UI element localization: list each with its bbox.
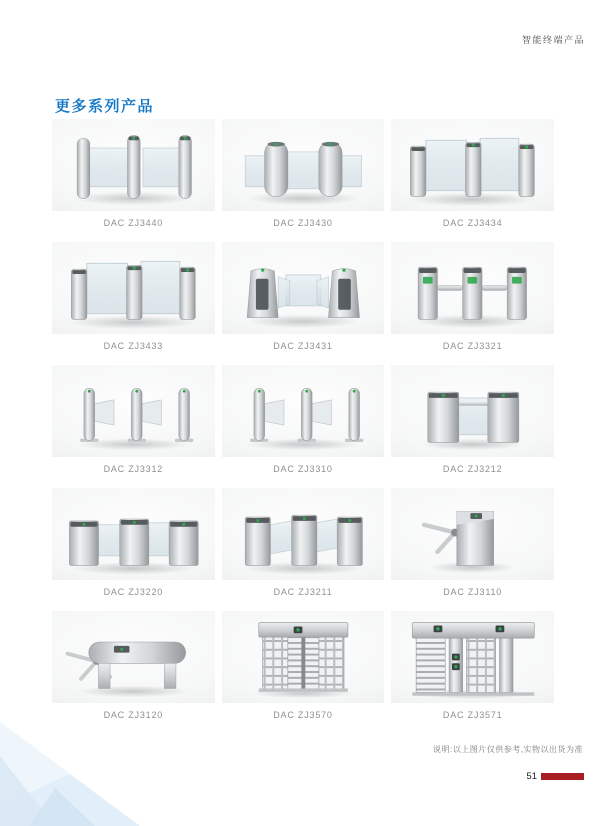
product-model-label: DAC ZJ3120 [103, 710, 164, 720]
page-number-block [526, 771, 584, 782]
product-image-tripod-bridge-turnstile [52, 611, 215, 703]
product-model-label: DAC ZJ3434 [442, 218, 503, 228]
disclaimer-note: 说明:以上图片仅供参考,实物以出货为准 [433, 745, 583, 754]
product-model-label: DAC ZJ3211 [273, 587, 333, 597]
product-model-label: DAC ZJ3312 [103, 464, 164, 474]
product-model-label: DAC ZJ3212 [442, 464, 503, 474]
page-title: 更多系列产品 [55, 98, 155, 116]
product-image-swing-box-gate [391, 365, 554, 457]
product-card-zj3120 [52, 611, 215, 720]
product-image-speedgate-slim [52, 119, 215, 211]
product-card-zj3212 [391, 365, 554, 474]
product-image-fullheight-turnstile-single [222, 611, 385, 703]
product-model-label: DAC ZJ3570 [273, 710, 333, 720]
product-image-swing-glass-box-gate [52, 488, 215, 580]
product-image-speedgate-round [222, 119, 385, 211]
product-image-flap-barrier [222, 242, 385, 334]
product-card-zj3434 [391, 119, 554, 228]
product-card-zj3312 [52, 365, 215, 474]
product-image-wing-post-gate [52, 365, 215, 457]
product-card-zj3571 [391, 611, 554, 720]
product-card-zj3321 [391, 242, 554, 351]
product-model-label: DAC ZJ3220 [103, 587, 164, 597]
product-card-zj3310 [222, 365, 385, 474]
product-card-zj3433 [52, 242, 215, 351]
product-image-flap-box-barrier [222, 488, 385, 580]
product-card-zj3211 [222, 488, 385, 597]
page-number-accent-bar [541, 773, 584, 780]
product-card-zj3110 [391, 488, 554, 597]
product-card-zj3430 [222, 119, 385, 228]
product-card-zj3570 [222, 611, 385, 720]
product-model-label: DAC ZJ3310 [273, 464, 333, 474]
product-image-tripod-turnstile [391, 488, 554, 580]
product-image-speedgate-wide-glass [52, 242, 215, 334]
product-image-drop-arm-barrier [391, 242, 554, 334]
product-image-fullheight-turnstile-double [391, 611, 554, 703]
page-number: 51 [526, 771, 537, 782]
product-image-speedgate-wide-glass [391, 119, 554, 211]
product-card-zj3431 [222, 242, 385, 351]
product-image-wing-post-gate [222, 365, 385, 457]
product-model-label: DAC ZJ3571 [442, 710, 503, 720]
product-card-zj3440 [52, 119, 215, 228]
product-model-label: DAC ZJ3433 [103, 341, 164, 351]
product-model-label: DAC ZJ3321 [442, 341, 503, 351]
product-card-zj3220 [52, 488, 215, 597]
product-grid [52, 119, 554, 720]
product-model-label: DAC ZJ3440 [103, 218, 164, 228]
product-model-label: DAC ZJ3430 [273, 218, 333, 228]
header-section-label: 智能终端产品 [521, 35, 585, 45]
product-model-label: DAC ZJ3110 [443, 587, 503, 597]
product-model-label: DAC ZJ3431 [273, 341, 333, 351]
